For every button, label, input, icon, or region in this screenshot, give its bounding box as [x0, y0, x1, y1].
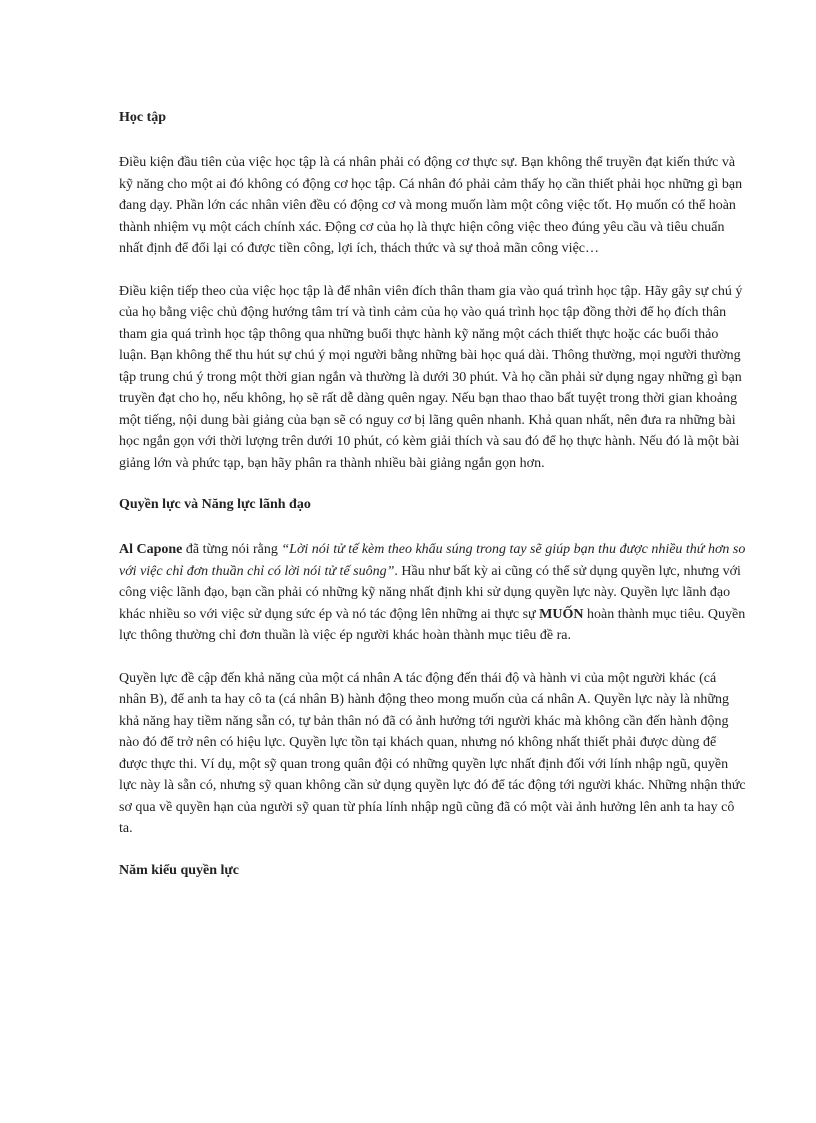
section-heading-hoc-tap: Học tập — [119, 110, 167, 125]
paragraph-learning-participation: Điều kiện tiếp theo của việc học tập là để nhân viên đích thân tham gia vào quá trình học tập. Hãy gây sự chú ý của họ bằng việc chủ động hướng tâm trí và tình cảm của họ vào quá trình học tập đồng thời để họ đích thân tham gia quá trình học tập thông qua những buổi thực hành kỹ năng một cách thiết thực hoặc các buổi thảo luận. Bạn không thể thu hút sự chú ý mọi người bằng những bài học quá dài. Thông thường, mọi người thường tập trung chú ý trong một thời gian ngắn và thường là dưới 30 phút. Và họ cần phải sử dụng ngay những gì bạn truyền đạt cho họ, nếu không, họ sẽ rất dễ dàng quên ngay. Nếu bạn thao thao bất tuyệt trong thời gian khoảng một tiếng, nội dung bài giảng của bạn sẽ có nguy cơ bị lãng quên nhanh. Khả quan nhất, nên đưa ra những bài học ngắn gọn với thời lượng trên dưới 10 phút, có kèm giải thích và sau đó để họ thực hành. Nếu đó là một bài giảng lớn và phức tạp, bạn hãy phân ra thành nhiều bài giảng ngắn gọn hơn. — [119, 283, 743, 471]
section-heading-power-leadership: Quyền lực và Năng lực lãnh đạo — [119, 497, 311, 512]
emphasis-word: MUỐN — [539, 606, 584, 622]
quote-follow-text: . Hầu như bất kỳ ai cũng có thể sử dụng quyền lực, nhưng với công việc lãnh đạo, bạn cần phải có những kỹ năng nhất định khi sử dụng quyền lực này. Quyền lực lãnh đạo khác nhiều so với việc sử dụng sức ép và nó tác động lên những ai thực sự — [119, 563, 741, 622]
quote-closing-text: hoàn thành mục tiêu. Quyền lực thông thường chỉ đơn thuần là việc ép người khác hoàn thành mục tiêu đề ra. — [119, 606, 746, 643]
paragraph-al-capone-quote — [119, 539, 746, 647]
quote-intro-text: đã từng nói rằng — [182, 542, 282, 557]
paragraph-power-definition: Quyền lực đề cập đến khả năng của một cá nhân A tác động đến thái độ và hành vi của một người khác (cá nhân B), để anh ta hay cô ta (cá nhân B) hành động theo mong muốn của cá nhân A. Quyền lực này là những khả năng hay tiềm năng sẵn có, tự bản thân nó đã có ảnh hưởng tới người khác mà không cần đến hành động nào đó để trở nên có hiệu lực. Quyền lực tồn tại khách quan, nhưng nó không nhất thiết phải được dùng để được thực thi. Ví dụ, một sỹ quan trong quân đội có những quyền lực nhất định đối với lính nhập ngũ, quyền lực này là sẵn có, nhưng sỹ quan không cần sử dụng quyền lực đó để tác động tới người khác. Những nhận thức sơ qua về quyền hạn của người sỹ quan từ phía lính nhập ngũ cũng đã có một vài ảnh hưởng lên anh ta hay cô ta. — [119, 670, 746, 836]
paragraph-learning-motivation: Điều kiện đầu tiên của việc học tập là cá nhân phải có động cơ thực sự. Bạn không thể truyền đạt kiến thức và kỹ năng cho một ai đó không có động cơ học tập. Cá nhân đó phải cảm thấy họ cần thiết phải học những gì bạn đang dạy. Phần lớn các nhân viên đều có động cơ và mong muốn làm một công việc tốt. Họ muốn có thể hoàn thành nhiệm vụ một cách chính xác. Động cơ của họ là thực hiện công việc theo đúng yêu cầu và tiêu chuẩn nhất định để đổi lại có được tiền công, lợi ích, thách thức và sự thoả mãn công việc… — [119, 155, 743, 256]
quote-author: Al Capone — [119, 542, 183, 557]
section-heading-five-power-types: Năm kiểu quyền lực — [119, 862, 240, 878]
quote-text: “Lời nói tử tế kèm theo khẩu súng trong tay sẽ giúp bạn thu được nhiều thứ hơn so với việc chỉ đơn thuần chỉ có lời nói tử tế suông” — [119, 542, 746, 579]
